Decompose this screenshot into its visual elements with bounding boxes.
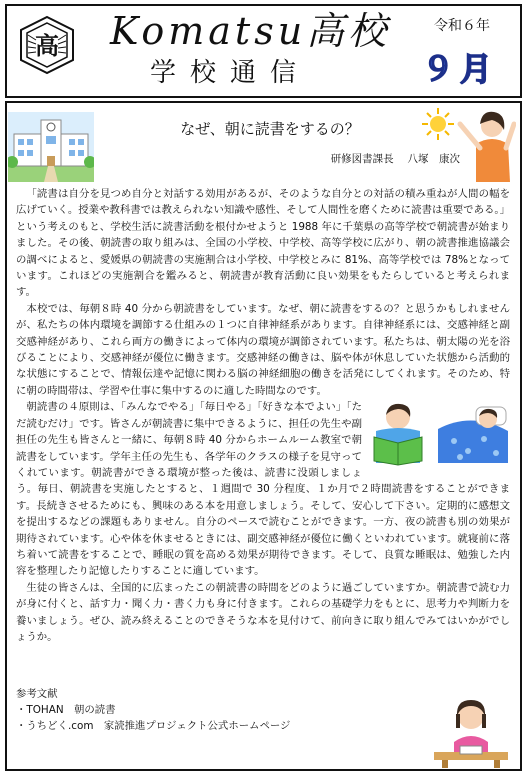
- article-paragraph: 生徒の皆さんは、全国的に広まったこの朝読書の時間をどのように過ごしていますか。朝読書で読む力が身に付くと、話す力・聞く力・書く力も身に付きます。これらの基礎学力をもとに、思考力や判断力を養いましょう。ぜひ、読み終えることのできそうな本を見付けて、前向きに取り組んでみてはいかがでしょうか。: [16, 581, 510, 643]
- article-paragraph: 「読書は自分を見つめ自分と対話する効用があるが、そのような自分との対話の積み重ねが人間の幅を広げていく。授業や教科書では教えられない知識や感性、そして人間性を磨くために読書は重要である。」という考えのもと、学校生活に読書活動を根付かせようと 1988 年に千葉県の高等学校で朝読書が始まりました。その後、朝読書の取り組みは、全国の小学校、中学校、高等学校に広がり、朝の読書推進協議会の調べによると、愛媛県の朝読書の実施割合は小学校、中学校とみに 81%、高等学校では 78%となっています。これほどの実施割合を鑑みると、朝読書が教育活動に良い効果をもたらしていると考えられます。: [16, 188, 510, 299]
- article-paragraph: 朝読書の４原則は、「みんなでやる」「毎日やる」「好きな本でよい」「ただ読むだけ」です。皆さんが朝読書に集中できるように、担任の先生や副担任の先生も皆さんと一緒に、毎朝８時 40 分からホームルーム教室で朝読書をしています。学年主任の先生も、各学年のクラスの様子を見守ってくれています。朝読書ができる環境が整った後は、読書に没頭しましょう。毎日、朝読書を実施したとすると、１週間で 30 分程度、１か月で２時間読書をすることができます。長続きさせるためにも、興味のある本を用意しましょう。そして、安心して下さい。定期的に感想文を提出するなどの課題もありません。自分のペースで読むことができます。一方、夜の読書も別の効果が期待されています。心や体を休ませるときには、副交感神経が優位に働くといわれています。就寝前に落ち着いて読書をすることで、睡眠の質を高める効果が期待できます。そして、良質な睡眠は、勉強した内容を整理したり記憶したりすることに適しています。: [16, 401, 510, 578]
- article-author: 研修図書課長 八塚 康次: [330, 153, 460, 165]
- sunshine-girl-icon: [420, 104, 516, 184]
- newsletter-title: Komatsu高校: [110, 9, 391, 53]
- reading-children-icon: [368, 401, 510, 467]
- reference-item: ・TOHAN 朝の読書: [16, 704, 116, 716]
- school-building-icon: [8, 112, 94, 182]
- school-crest-icon: [16, 14, 78, 76]
- article-body: [16, 186, 510, 656]
- article-title: なぜ、朝に読書をするの？: [180, 120, 360, 138]
- issue-month: ９月: [421, 50, 498, 88]
- reference-item: ・うちどく.com 家読推進プロジェクト公式ホームページ: [16, 720, 291, 732]
- issue-year: 令和６年: [434, 18, 490, 34]
- references-heading: 参考文献: [16, 688, 58, 700]
- crest-text: 高: [35, 31, 59, 60]
- girl-at-desk-icon: [430, 694, 512, 768]
- newsletter-subtitle: 学校通信: [150, 58, 311, 88]
- references: [16, 686, 346, 756]
- article-paragraph: 本校では、毎朝８時 40 分から朝読書をしています。なぜ、朝に読書をするの？と思うかもしれませんが、私たちの体内環境を調節する仕組みの１つに自律神経系があります。自律神経系には、交感神経と副交感神経があり、これら両方の働きによって体内の環境が調節されています。私たちは、朝太陽の光を浴びることにより、交感神経が優位に働きます。交感神経の働きは、脳や体が休息していた状態から活動的な状態にすることで、情報伝達や記憶に関わる脳の神経細胞の働きを活発にしてくれます。そのため、特に朝の時間帯は、学習や仕事に集中するのに適した時間なのです。: [16, 302, 510, 397]
